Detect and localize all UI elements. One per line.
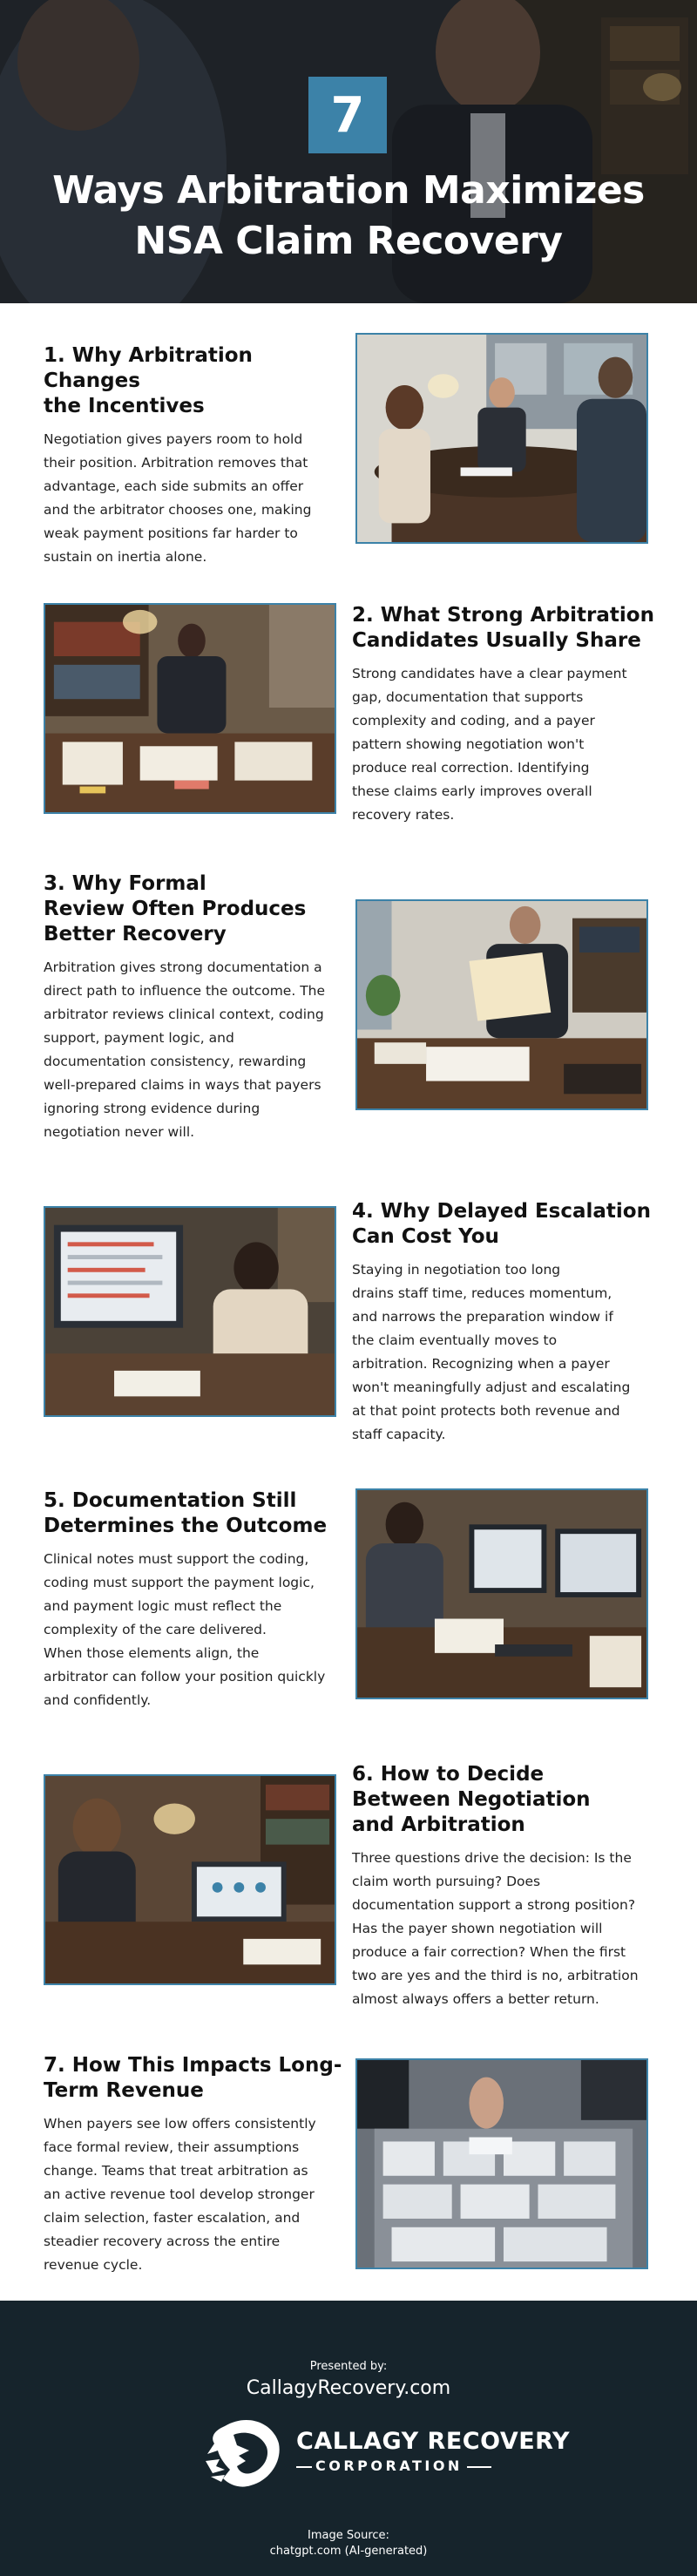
- section-text: [44, 2053, 348, 2277]
- body-line: staff capacity.: [352, 1427, 446, 1442]
- section-body: [352, 1258, 666, 1447]
- hero-banner: [0, 0, 697, 303]
- body-line: arbitrator reviews clinical context, coding: [44, 1007, 324, 1022]
- section-title-line: Term Revenue: [44, 2079, 204, 2102]
- body-line: pattern showing negotiation won't: [352, 736, 585, 752]
- website-link[interactable]: CallagyRecovery.com: [246, 2377, 451, 2399]
- section-title-line: Can Cost You: [352, 1225, 499, 1248]
- section-title-line: 1. Why Arbitration Changes: [44, 344, 253, 392]
- section-body: [352, 1847, 674, 2011]
- section-body: [44, 428, 348, 569]
- body-line: Arbitration gives strong documentation a: [44, 959, 322, 975]
- body-line: and narrows the preparation window if: [352, 1309, 613, 1325]
- body-line: support, payment logic, and: [44, 1030, 234, 1046]
- body-line: and the arbitrator chooses one, making: [44, 502, 312, 518]
- logo-divider: [467, 2466, 491, 2468]
- body-line: Staying in negotiation too long: [352, 1262, 561, 1278]
- body-line: claim selection, faster escalation, and: [44, 2210, 301, 2226]
- body-line: almost always offers a better return.: [352, 1991, 599, 2007]
- body-line: and payment logic must reflect the: [44, 1598, 282, 1614]
- body-line: well-prepared claims in ways that payers: [44, 1077, 321, 1093]
- body-line: Strong candidates have a clear payment: [352, 666, 627, 681]
- body-line: ignoring strong evidence during: [44, 1101, 261, 1116]
- page-title-line: NSA Claim Recovery: [134, 219, 563, 263]
- section-title: [352, 1199, 666, 1250]
- image-source-value: chatgpt.com (AI-generated): [269, 2545, 428, 2558]
- body-line: advantage, each side submits an offer: [44, 478, 304, 494]
- image-source-label: Image Source:: [308, 2529, 389, 2542]
- body-line: revenue cycle.: [44, 2257, 143, 2273]
- body-line: drains staff time, reduces momentum,: [352, 1285, 612, 1301]
- body-line: coding must support the payment logic,: [44, 1575, 315, 1590]
- body-line: won't meaningfully adjust and escalating: [352, 1380, 631, 1395]
- section-title: [352, 603, 666, 654]
- footer: [0, 2301, 697, 2576]
- section-3: [0, 871, 697, 1185]
- section-body: [44, 2112, 348, 2277]
- section-title-line: 3. Why Formal: [44, 872, 206, 895]
- company-logo: [199, 2409, 571, 2492]
- body-line: claim worth pursuing? Does: [352, 1874, 541, 1889]
- section-body: [44, 956, 348, 1144]
- body-line: weak payment positions far harder to: [44, 525, 298, 541]
- section-title: [44, 2053, 348, 2104]
- body-line: Has the payer shown negotiation will: [352, 1921, 603, 1936]
- body-line: documentation support a strong position?: [352, 1897, 636, 1913]
- body-line: their position. Arbitration removes that: [44, 455, 308, 471]
- section-2: [0, 591, 697, 878]
- section-text: [44, 343, 348, 569]
- section-title: [352, 1762, 674, 1838]
- section-title: [44, 1488, 348, 1539]
- body-line: arbitrator can follow your position quickly: [44, 1669, 326, 1685]
- logo-divider: [296, 2466, 312, 2468]
- body-line: arbitration. Recognizing when a payer: [352, 1356, 610, 1372]
- reports-table-photo: [355, 2058, 648, 2269]
- section-title: [44, 871, 348, 947]
- section-text: [44, 871, 348, 1144]
- body-line: produce a fair correction? When the first: [352, 1944, 626, 1960]
- body-line: complexity of the care delivered.: [44, 1622, 267, 1637]
- paperwork-photo: [44, 603, 336, 814]
- body-line: Negotiation gives payers room to hold: [44, 431, 303, 447]
- frustrated-worker-photo: [44, 1206, 336, 1417]
- body-line: produce real correction. Identifying: [352, 760, 590, 776]
- page-title-line: Ways Arbitration Maximizes: [52, 168, 645, 213]
- document-review-photo: [355, 899, 648, 1110]
- section-title-line: Review Often Produces: [44, 898, 307, 920]
- section-title-line: 6. How to Decide: [352, 1763, 545, 1786]
- page-title: [0, 166, 697, 267]
- body-line: and confidently.: [44, 1692, 152, 1708]
- laptop-decision-photo: [44, 1774, 336, 1985]
- section-text: [352, 1762, 674, 2011]
- body-line: sustain on inertia alone.: [44, 549, 207, 565]
- section-4: [0, 1185, 697, 1473]
- presented-by-label: Presented by:: [309, 2360, 388, 2373]
- section-7: [0, 2030, 697, 2292]
- coding-workstation-photo: [355, 1488, 648, 1699]
- section-title-line: Candidates Usually Share: [352, 629, 641, 652]
- section-body: [44, 1548, 348, 1712]
- section-title-line: 4. Why Delayed Escalation: [352, 1200, 651, 1223]
- body-line: direct path to influence the outcome. The: [44, 983, 326, 999]
- hero-number-badge: 7: [308, 77, 387, 153]
- logo-subtitle: CORPORATION: [315, 2457, 463, 2474]
- logo-wordmark: CALLAGY RECOVERY: [296, 2428, 571, 2455]
- body-line: When those elements align, the: [44, 1645, 260, 1661]
- body-line: complexity and coding, and a payer: [352, 713, 595, 729]
- body-line: Clinical notes must support the coding,: [44, 1551, 309, 1567]
- section-6: [0, 1752, 697, 2030]
- section-title-line: 5. Documentation Still: [44, 1489, 297, 1512]
- section-body: [352, 662, 666, 827]
- section-title-line: and Arbitration: [352, 1813, 525, 1836]
- section-5: [0, 1481, 697, 1752]
- section-title: [44, 343, 348, 419]
- body-line: gap, documentation that supports: [352, 689, 584, 705]
- section-1: [0, 303, 697, 591]
- body-line: the claim eventually moves to: [352, 1332, 558, 1348]
- meeting-photo: [355, 333, 648, 544]
- body-line: recovery rates.: [352, 807, 455, 823]
- body-line: negotiation never will.: [44, 1124, 195, 1140]
- body-line: Three questions drive the decision: Is the: [352, 1850, 632, 1866]
- section-title-line: Between Negotiation: [352, 1788, 591, 1811]
- section-title-line: Better Recovery: [44, 923, 227, 946]
- body-line: documentation consistency, rewarding: [44, 1054, 307, 1069]
- section-title-line: Determines the Outcome: [44, 1515, 328, 1537]
- section-text: [352, 603, 666, 827]
- body-line: these claims early improves overall: [352, 783, 592, 799]
- body-line: steadier recovery across the entire: [44, 2234, 281, 2249]
- lion-icon: [199, 2409, 286, 2492]
- body-line: change. Teams that treat arbitration as: [44, 2163, 308, 2179]
- body-line: two are yes and the third is no, arbitration: [352, 1968, 639, 1983]
- section-title-line: 2. What Strong Arbitration: [352, 604, 654, 627]
- section-text: [44, 1488, 348, 1712]
- body-line: When payers see low offers consistently: [44, 2116, 316, 2132]
- section-title-line: 7. How This Impacts Long-: [44, 2054, 342, 2077]
- section-title-line: the Incentives: [44, 395, 205, 417]
- body-line: an active revenue tool develop stronger: [44, 2186, 315, 2202]
- body-line: at that point protects both revenue and: [352, 1403, 620, 1419]
- body-line: face formal review, their assumptions: [44, 2139, 300, 2155]
- section-text: [352, 1199, 666, 1447]
